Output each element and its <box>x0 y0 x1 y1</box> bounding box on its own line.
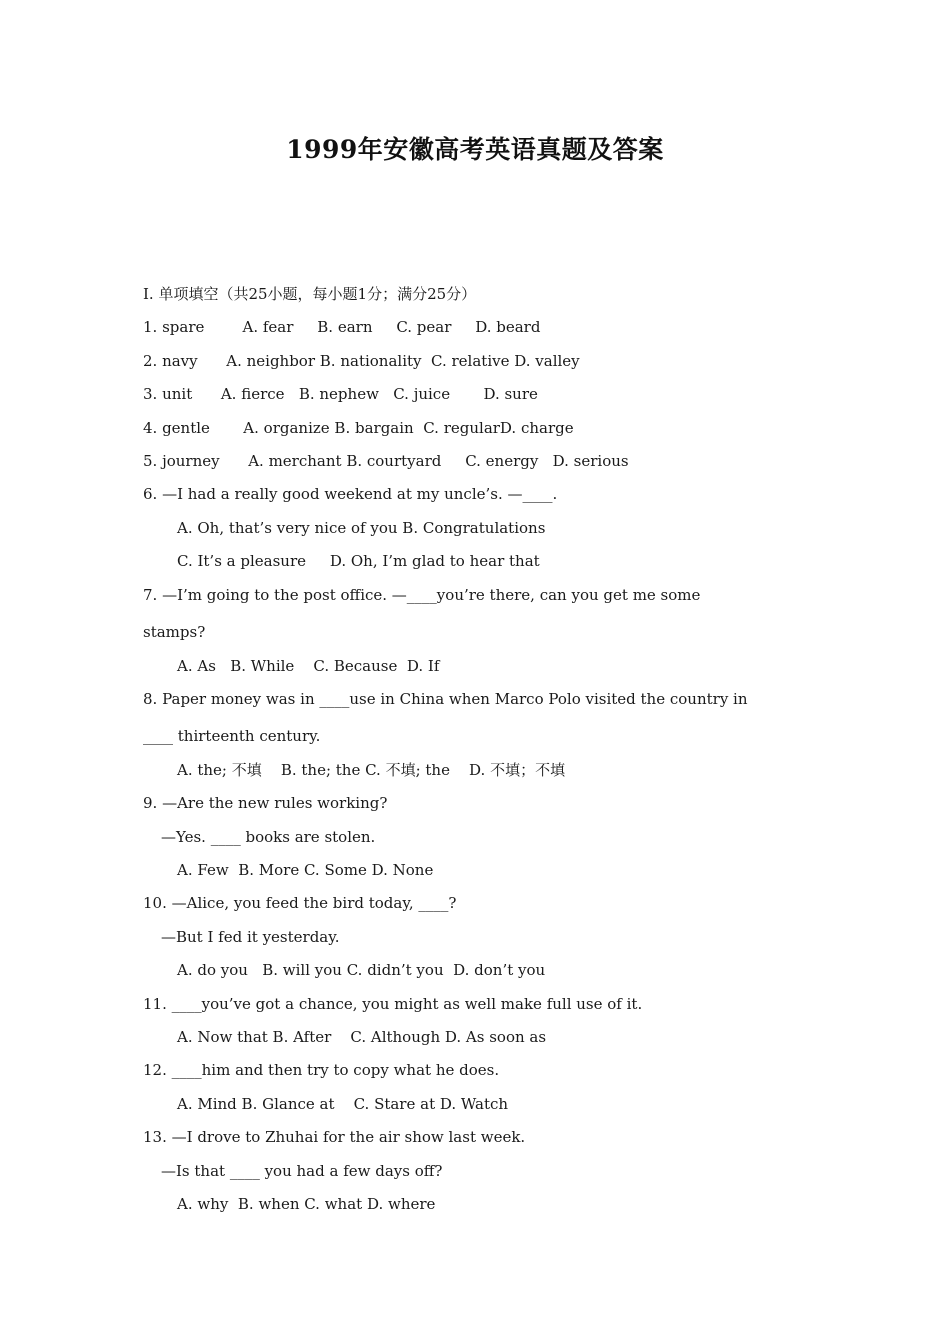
question-line: 12. ____him and then try to copy what he does. <box>143 1061 500 1080</box>
question-line-continued: stamps? <box>143 623 206 642</box>
question-line: 5. journey A. merchant B. courtyard C. energy D. serious <box>143 451 629 470</box>
options-line: A. Few B. More C. Some D. None <box>177 861 434 880</box>
options-line: A. As B. While C. Because D. If <box>177 656 440 675</box>
question-line: 7. —I’m going to the post office. —____you’re there, can you get me some <box>143 585 701 604</box>
options-line: A. Oh, that’s very nice of you B. Congratulations <box>177 518 546 537</box>
question-line: 13. —I drove to Zhuhai for the air show last week. <box>143 1128 526 1147</box>
question-line: 4. gentle A. organize B. bargain C. regularD. charge <box>143 418 574 437</box>
question-line: 9. —Are the new rules working? <box>143 794 388 813</box>
dialogue-line: —Is that ____ you had a few days off? <box>161 1161 443 1180</box>
question-line: 3. unit A. fierce B. nephew C. juice D. sure <box>143 385 538 404</box>
question-line: 8. Paper money was in ____use in China when Marco Polo visited the country in <box>143 689 748 708</box>
page-title: 1999年安徽高考英语真题及答案 <box>286 135 664 164</box>
question-line: 10. —Alice, you feed the bird today, ____? <box>143 894 457 913</box>
options-line: A. Mind B. Glance at C. Stare at D. Watch <box>177 1094 509 1113</box>
section-heading: I. 单项填空（共25小题，每小题1分；满分25分） <box>143 285 477 303</box>
options-line: A. Now that B. After C. Although D. As soon as <box>177 1028 547 1046</box>
question-line: 11. ____you’ve got a chance, you might as well make full use of it. <box>143 994 643 1013</box>
question-line: 2. navy A. neighbor B. nationality C. relative D. valley <box>143 351 580 370</box>
options-line: A. why B. when C. what D. where <box>177 1194 436 1213</box>
options-line: A. the; 不填 B. the; the C. 不填; the D. 不填；不填 <box>177 760 566 779</box>
question-line: 6. —I had a really good weekend at my uncle’s. —____. <box>143 485 558 504</box>
dialogue-line: —But I fed it yesterday. <box>161 927 340 946</box>
question-line-continued: ____ thirteenth century. <box>143 727 321 746</box>
options-line: C. It’s a pleasure D. Oh, I’m glad to hear that <box>177 552 540 571</box>
options-line: A. do you B. will you C. didn’t you D. don’t you <box>177 961 546 980</box>
dialogue-line: —Yes. ____ books are stolen. <box>161 827 376 846</box>
question-line: 1. spare A. fear B. earn C. pear D. beard <box>143 318 541 337</box>
document-body <box>143 283 813 1226</box>
